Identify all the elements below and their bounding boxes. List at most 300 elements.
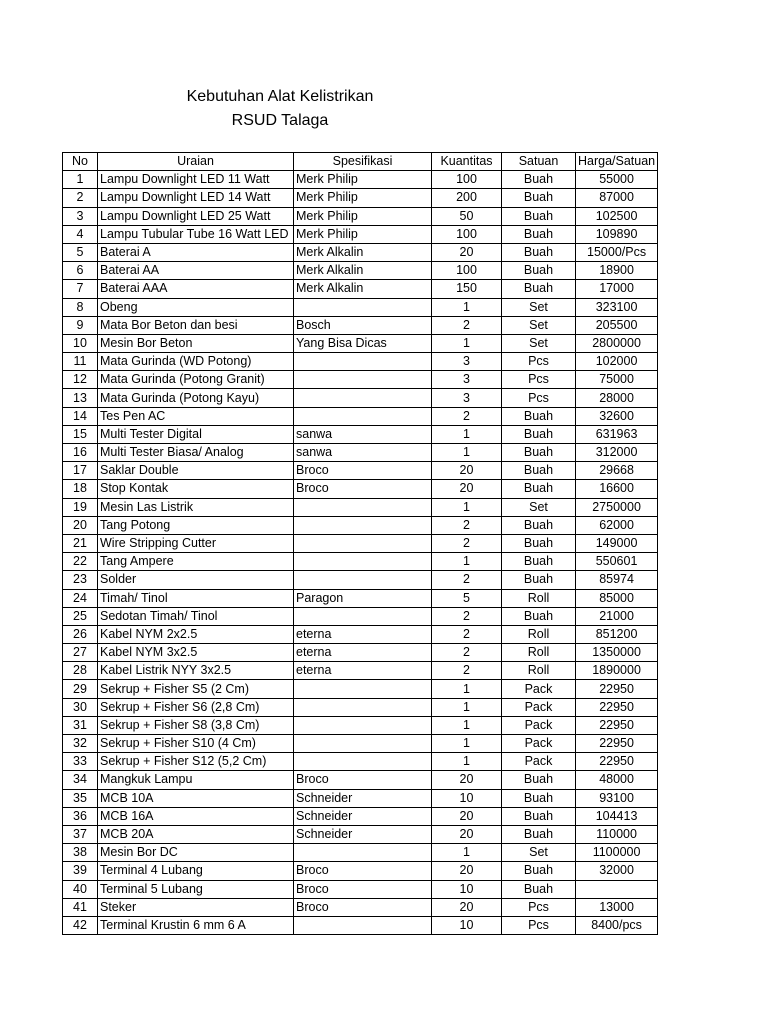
cell-satuan: Buah bbox=[502, 553, 576, 571]
cell-harga: 104413 bbox=[576, 807, 658, 825]
cell-kuantitas: 1 bbox=[432, 753, 502, 771]
cell-spesifikasi: Merk Philip bbox=[294, 189, 432, 207]
cell-kuantitas: 10 bbox=[432, 789, 502, 807]
cell-kuantitas: 1 bbox=[432, 334, 502, 352]
table-row bbox=[63, 553, 658, 571]
table-row bbox=[63, 480, 658, 498]
cell-uraian: Mesin Bor DC bbox=[98, 844, 294, 862]
table-row bbox=[63, 662, 658, 680]
cell-no: 1 bbox=[63, 171, 98, 189]
table-row bbox=[63, 825, 658, 843]
cell-satuan: Pack bbox=[502, 680, 576, 698]
cell-no: 39 bbox=[63, 862, 98, 880]
table-row bbox=[63, 389, 658, 407]
cell-uraian: Kabel Listrik NYY 3x2.5 bbox=[98, 662, 294, 680]
cell-uraian: Tang Potong bbox=[98, 516, 294, 534]
cell-uraian: Obeng bbox=[98, 298, 294, 316]
cell-harga: 205500 bbox=[576, 316, 658, 334]
cell-no: 40 bbox=[63, 880, 98, 898]
cell-satuan: Buah bbox=[502, 262, 576, 280]
table-row bbox=[63, 916, 658, 934]
cell-satuan: Buah bbox=[502, 171, 576, 189]
cell-spesifikasi: Merk Alkalin bbox=[294, 243, 432, 261]
cell-no: 12 bbox=[63, 371, 98, 389]
header-spesifikasi: Spesifikasi bbox=[294, 153, 432, 171]
cell-kuantitas: 2 bbox=[432, 534, 502, 552]
cell-kuantitas: 5 bbox=[432, 589, 502, 607]
cell-spesifikasi: Yang Bisa Dicas bbox=[294, 334, 432, 352]
cell-harga: 93100 bbox=[576, 789, 658, 807]
cell-harga: 29668 bbox=[576, 462, 658, 480]
table-row bbox=[63, 425, 658, 443]
cell-uraian: Terminal 5 Lubang bbox=[98, 880, 294, 898]
cell-no: 15 bbox=[63, 425, 98, 443]
cell-no: 27 bbox=[63, 644, 98, 662]
table-row bbox=[63, 589, 658, 607]
cell-kuantitas: 20 bbox=[432, 480, 502, 498]
cell-spesifikasi bbox=[294, 407, 432, 425]
cell-harga: 22950 bbox=[576, 698, 658, 716]
cell-harga bbox=[576, 880, 658, 898]
document-title: Kebutuhan Alat Kelistrikan bbox=[186, 88, 374, 105]
cell-harga: 323100 bbox=[576, 298, 658, 316]
cell-spesifikasi: sanwa bbox=[294, 444, 432, 462]
cell-satuan: Buah bbox=[502, 880, 576, 898]
cell-harga: 85000 bbox=[576, 589, 658, 607]
cell-uraian: Kabel NYM 2x2.5 bbox=[98, 625, 294, 643]
cell-kuantitas: 20 bbox=[432, 243, 502, 261]
cell-satuan: Pack bbox=[502, 735, 576, 753]
table-row bbox=[63, 353, 658, 371]
table-row bbox=[63, 607, 658, 625]
table-row bbox=[63, 189, 658, 207]
cell-no: 10 bbox=[63, 334, 98, 352]
cell-no: 26 bbox=[63, 625, 98, 643]
cell-harga: 18900 bbox=[576, 262, 658, 280]
cell-kuantitas: 2 bbox=[432, 644, 502, 662]
cell-no: 7 bbox=[63, 280, 98, 298]
cell-spesifikasi: Schneider bbox=[294, 825, 432, 843]
cell-kuantitas: 1 bbox=[432, 844, 502, 862]
cell-kuantitas: 20 bbox=[432, 825, 502, 843]
cell-kuantitas: 1 bbox=[432, 298, 502, 316]
cell-harga: 149000 bbox=[576, 534, 658, 552]
cell-kuantitas: 1 bbox=[432, 444, 502, 462]
cell-harga: 109890 bbox=[576, 225, 658, 243]
cell-no: 34 bbox=[63, 771, 98, 789]
cell-spesifikasi: Merk Alkalin bbox=[294, 280, 432, 298]
cell-uraian: MCB 10A bbox=[98, 789, 294, 807]
cell-harga: 22950 bbox=[576, 680, 658, 698]
cell-satuan: Buah bbox=[502, 462, 576, 480]
cell-uraian: Mesin Bor Beton bbox=[98, 334, 294, 352]
cell-satuan: Set bbox=[502, 334, 576, 352]
cell-kuantitas: 3 bbox=[432, 371, 502, 389]
cell-harga: 28000 bbox=[576, 389, 658, 407]
table-row bbox=[63, 171, 658, 189]
table-row bbox=[63, 316, 658, 334]
table-row bbox=[63, 844, 658, 862]
cell-harga: 32600 bbox=[576, 407, 658, 425]
cell-kuantitas: 150 bbox=[432, 280, 502, 298]
cell-spesifikasi: Broco bbox=[294, 880, 432, 898]
cell-uraian: MCB 16A bbox=[98, 807, 294, 825]
cell-kuantitas: 10 bbox=[432, 880, 502, 898]
cell-uraian: Tang Ampere bbox=[98, 553, 294, 571]
cell-kuantitas: 100 bbox=[432, 262, 502, 280]
cell-kuantitas: 2 bbox=[432, 571, 502, 589]
cell-kuantitas: 2 bbox=[432, 662, 502, 680]
cell-uraian: Wire Stripping Cutter bbox=[98, 534, 294, 552]
cell-uraian: Mata Gurinda (Potong Kayu) bbox=[98, 389, 294, 407]
cell-satuan: Pcs bbox=[502, 898, 576, 916]
cell-spesifikasi bbox=[294, 916, 432, 934]
table-row bbox=[63, 862, 658, 880]
cell-satuan: Set bbox=[502, 844, 576, 862]
cell-no: 42 bbox=[63, 916, 98, 934]
cell-harga: 1350000 bbox=[576, 644, 658, 662]
cell-uraian: Sekrup + Fisher S6 (2,8 Cm) bbox=[98, 698, 294, 716]
cell-no: 3 bbox=[63, 207, 98, 225]
cell-no: 32 bbox=[63, 735, 98, 753]
cell-satuan: Pcs bbox=[502, 916, 576, 934]
table-row bbox=[63, 225, 658, 243]
cell-harga: 550601 bbox=[576, 553, 658, 571]
cell-spesifikasi: Bosch bbox=[294, 316, 432, 334]
cell-no: 38 bbox=[63, 844, 98, 862]
cell-harga: 312000 bbox=[576, 444, 658, 462]
cell-no: 25 bbox=[63, 607, 98, 625]
cell-satuan: Roll bbox=[502, 589, 576, 607]
cell-spesifikasi: eterna bbox=[294, 625, 432, 643]
table-row bbox=[63, 298, 658, 316]
header-kuantitas: Kuantitas bbox=[432, 153, 502, 171]
cell-spesifikasi bbox=[294, 735, 432, 753]
cell-no: 8 bbox=[63, 298, 98, 316]
cell-satuan: Buah bbox=[502, 407, 576, 425]
cell-kuantitas: 3 bbox=[432, 389, 502, 407]
cell-harga: 851200 bbox=[576, 625, 658, 643]
cell-spesifikasi bbox=[294, 371, 432, 389]
cell-satuan: Pack bbox=[502, 698, 576, 716]
cell-uraian: Sekrup + Fisher S8 (3,8 Cm) bbox=[98, 716, 294, 734]
cell-no: 18 bbox=[63, 480, 98, 498]
cell-no: 24 bbox=[63, 589, 98, 607]
cell-no: 17 bbox=[63, 462, 98, 480]
cell-uraian: Baterai AA bbox=[98, 262, 294, 280]
table-row bbox=[63, 207, 658, 225]
cell-no: 29 bbox=[63, 680, 98, 698]
cell-harga: 22950 bbox=[576, 735, 658, 753]
cell-uraian: Multi Tester Digital bbox=[98, 425, 294, 443]
cell-kuantitas: 10 bbox=[432, 916, 502, 934]
cell-kuantitas: 1 bbox=[432, 735, 502, 753]
cell-satuan: Buah bbox=[502, 189, 576, 207]
cell-no: 11 bbox=[63, 353, 98, 371]
cell-uraian: Mata Gurinda (WD Potong) bbox=[98, 353, 294, 371]
cell-satuan: Pcs bbox=[502, 389, 576, 407]
cell-satuan: Set bbox=[502, 498, 576, 516]
cell-spesifikasi: Paragon bbox=[294, 589, 432, 607]
cell-kuantitas: 20 bbox=[432, 462, 502, 480]
cell-kuantitas: 100 bbox=[432, 225, 502, 243]
cell-spesifikasi: Broco bbox=[294, 862, 432, 880]
cell-satuan: Buah bbox=[502, 771, 576, 789]
cell-satuan: Buah bbox=[502, 280, 576, 298]
cell-satuan: Buah bbox=[502, 571, 576, 589]
cell-spesifikasi bbox=[294, 516, 432, 534]
cell-spesifikasi: Broco bbox=[294, 480, 432, 498]
cell-satuan: Set bbox=[502, 316, 576, 334]
document-subtitle: RSUD Talaga bbox=[231, 112, 329, 129]
cell-spesifikasi bbox=[294, 716, 432, 734]
cell-kuantitas: 2 bbox=[432, 316, 502, 334]
cell-spesifikasi bbox=[294, 553, 432, 571]
cell-no: 5 bbox=[63, 243, 98, 261]
cell-uraian: Terminal 4 Lubang bbox=[98, 862, 294, 880]
cell-uraian: Kabel NYM 3x2.5 bbox=[98, 644, 294, 662]
cell-harga: 75000 bbox=[576, 371, 658, 389]
cell-uraian: Sekrup + Fisher S10 (4 Cm) bbox=[98, 735, 294, 753]
table-row bbox=[63, 753, 658, 771]
cell-satuan: Buah bbox=[502, 480, 576, 498]
cell-uraian: Baterai AAA bbox=[98, 280, 294, 298]
cell-spesifikasi bbox=[294, 607, 432, 625]
cell-harga: 631963 bbox=[576, 425, 658, 443]
table-row bbox=[63, 280, 658, 298]
cell-spesifikasi bbox=[294, 353, 432, 371]
cell-kuantitas: 1 bbox=[432, 425, 502, 443]
cell-satuan: Roll bbox=[502, 644, 576, 662]
cell-spesifikasi bbox=[294, 571, 432, 589]
cell-spesifikasi: eterna bbox=[294, 662, 432, 680]
cell-no: 9 bbox=[63, 316, 98, 334]
cell-kuantitas: 2 bbox=[432, 607, 502, 625]
cell-harga: 17000 bbox=[576, 280, 658, 298]
table-row bbox=[63, 771, 658, 789]
cell-no: 16 bbox=[63, 444, 98, 462]
cell-kuantitas: 50 bbox=[432, 207, 502, 225]
cell-uraian: Terminal Krustin 6 mm 6 A bbox=[98, 916, 294, 934]
cell-uraian: Timah/ Tinol bbox=[98, 589, 294, 607]
table-row bbox=[63, 789, 658, 807]
cell-spesifikasi: Broco bbox=[294, 462, 432, 480]
table-row bbox=[63, 698, 658, 716]
cell-spesifikasi bbox=[294, 680, 432, 698]
cell-harga: 48000 bbox=[576, 771, 658, 789]
cell-uraian: Lampu Downlight LED 25 Watt bbox=[98, 207, 294, 225]
cell-spesifikasi: Schneider bbox=[294, 807, 432, 825]
cell-harga: 87000 bbox=[576, 189, 658, 207]
table-row bbox=[63, 571, 658, 589]
header-satuan: Satuan bbox=[502, 153, 576, 171]
cell-kuantitas: 20 bbox=[432, 898, 502, 916]
cell-spesifikasi: sanwa bbox=[294, 425, 432, 443]
header-harga: Harga/Satuan bbox=[576, 153, 658, 171]
table-row bbox=[63, 262, 658, 280]
cell-no: 41 bbox=[63, 898, 98, 916]
cell-spesifikasi: Merk Alkalin bbox=[294, 262, 432, 280]
cell-no: 19 bbox=[63, 498, 98, 516]
cell-harga: 102000 bbox=[576, 353, 658, 371]
cell-spesifikasi: Merk Philip bbox=[294, 225, 432, 243]
cell-satuan: Roll bbox=[502, 625, 576, 643]
cell-harga: 8400/pcs bbox=[576, 916, 658, 934]
table-row bbox=[63, 898, 658, 916]
cell-spesifikasi bbox=[294, 844, 432, 862]
cell-uraian: Baterai A bbox=[98, 243, 294, 261]
cell-uraian: MCB 20A bbox=[98, 825, 294, 843]
cell-kuantitas: 200 bbox=[432, 189, 502, 207]
cell-spesifikasi: Broco bbox=[294, 771, 432, 789]
cell-satuan: Buah bbox=[502, 607, 576, 625]
table-row bbox=[63, 716, 658, 734]
cell-uraian: Steker bbox=[98, 898, 294, 916]
cell-harga: 16600 bbox=[576, 480, 658, 498]
cell-kuantitas: 100 bbox=[432, 171, 502, 189]
table-row bbox=[63, 334, 658, 352]
cell-no: 31 bbox=[63, 716, 98, 734]
cell-satuan: Buah bbox=[502, 243, 576, 261]
cell-no: 23 bbox=[63, 571, 98, 589]
cell-satuan: Pack bbox=[502, 716, 576, 734]
cell-uraian: Mata Bor Beton dan besi bbox=[98, 316, 294, 334]
cell-harga: 15000/Pcs bbox=[576, 243, 658, 261]
cell-satuan: Buah bbox=[502, 807, 576, 825]
cell-no: 36 bbox=[63, 807, 98, 825]
cell-satuan: Set bbox=[502, 298, 576, 316]
cell-harga: 62000 bbox=[576, 516, 658, 534]
table-row bbox=[63, 243, 658, 261]
cell-uraian: Solder bbox=[98, 571, 294, 589]
cell-uraian: Stop Kontak bbox=[98, 480, 294, 498]
cell-spesifikasi bbox=[294, 753, 432, 771]
cell-satuan: Buah bbox=[502, 425, 576, 443]
cell-uraian: Lampu Downlight LED 14 Watt bbox=[98, 189, 294, 207]
cell-uraian: Sekrup + Fisher S12 (5,2 Cm) bbox=[98, 753, 294, 771]
cell-uraian: Multi Tester Biasa/ Analog bbox=[98, 444, 294, 462]
table-row bbox=[63, 534, 658, 552]
cell-harga: 22950 bbox=[576, 753, 658, 771]
cell-kuantitas: 1 bbox=[432, 716, 502, 734]
cell-harga: 1890000 bbox=[576, 662, 658, 680]
cell-harga: 21000 bbox=[576, 607, 658, 625]
cell-no: 21 bbox=[63, 534, 98, 552]
table-row bbox=[63, 807, 658, 825]
table-row bbox=[63, 880, 658, 898]
cell-satuan: Buah bbox=[502, 225, 576, 243]
cell-uraian: Mangkuk Lampu bbox=[98, 771, 294, 789]
cell-no: 14 bbox=[63, 407, 98, 425]
cell-no: 37 bbox=[63, 825, 98, 843]
table-row bbox=[63, 371, 658, 389]
table-row bbox=[63, 625, 658, 643]
cell-no: 22 bbox=[63, 553, 98, 571]
cell-kuantitas: 1 bbox=[432, 680, 502, 698]
table-row bbox=[63, 498, 658, 516]
cell-no: 30 bbox=[63, 698, 98, 716]
table-row bbox=[63, 444, 658, 462]
cell-harga: 13000 bbox=[576, 898, 658, 916]
cell-kuantitas: 1 bbox=[432, 498, 502, 516]
cell-harga: 2750000 bbox=[576, 498, 658, 516]
cell-no: 33 bbox=[63, 753, 98, 771]
equipment-table bbox=[62, 152, 658, 935]
cell-kuantitas: 2 bbox=[432, 625, 502, 643]
cell-satuan: Buah bbox=[502, 789, 576, 807]
cell-uraian: Sedotan Timah/ Tinol bbox=[98, 607, 294, 625]
cell-harga: 110000 bbox=[576, 825, 658, 843]
table-row bbox=[63, 644, 658, 662]
table-row bbox=[63, 407, 658, 425]
cell-satuan: Pack bbox=[502, 753, 576, 771]
cell-uraian: Mesin Las Listrik bbox=[98, 498, 294, 516]
cell-harga: 102500 bbox=[576, 207, 658, 225]
cell-satuan: Buah bbox=[502, 534, 576, 552]
cell-satuan: Buah bbox=[502, 516, 576, 534]
cell-harga: 32000 bbox=[576, 862, 658, 880]
cell-kuantitas: 20 bbox=[432, 862, 502, 880]
cell-uraian: Lampu Downlight LED 11 Watt bbox=[98, 171, 294, 189]
cell-uraian: Sekrup + Fisher S5 (2 Cm) bbox=[98, 680, 294, 698]
cell-satuan: Pcs bbox=[502, 371, 576, 389]
cell-kuantitas: 2 bbox=[432, 516, 502, 534]
header-uraian: Uraian bbox=[98, 153, 294, 171]
cell-kuantitas: 2 bbox=[432, 407, 502, 425]
cell-kuantitas: 1 bbox=[432, 553, 502, 571]
cell-harga: 22950 bbox=[576, 716, 658, 734]
table-row bbox=[63, 735, 658, 753]
cell-uraian: Saklar Double bbox=[98, 462, 294, 480]
cell-kuantitas: 20 bbox=[432, 807, 502, 825]
header-no: No bbox=[63, 153, 98, 171]
cell-no: 35 bbox=[63, 789, 98, 807]
cell-satuan: Buah bbox=[502, 444, 576, 462]
cell-satuan: Buah bbox=[502, 862, 576, 880]
cell-spesifikasi: Merk Philip bbox=[294, 207, 432, 225]
table-header-row bbox=[63, 153, 658, 171]
cell-no: 20 bbox=[63, 516, 98, 534]
table-row bbox=[63, 462, 658, 480]
cell-no: 4 bbox=[63, 225, 98, 243]
cell-satuan: Buah bbox=[502, 207, 576, 225]
cell-uraian: Mata Gurinda (Potong Granit) bbox=[98, 371, 294, 389]
cell-no: 13 bbox=[63, 389, 98, 407]
cell-satuan: Roll bbox=[502, 662, 576, 680]
table-row bbox=[63, 516, 658, 534]
cell-harga: 55000 bbox=[576, 171, 658, 189]
cell-spesifikasi bbox=[294, 498, 432, 516]
cell-satuan: Buah bbox=[502, 825, 576, 843]
cell-no: 2 bbox=[63, 189, 98, 207]
cell-spesifikasi bbox=[294, 534, 432, 552]
cell-spesifikasi: Broco bbox=[294, 898, 432, 916]
cell-spesifikasi bbox=[294, 698, 432, 716]
table-row bbox=[63, 680, 658, 698]
cell-spesifikasi bbox=[294, 389, 432, 407]
cell-spesifikasi: eterna bbox=[294, 644, 432, 662]
cell-uraian: Lampu Tubular Tube 16 Watt LED bbox=[98, 225, 294, 243]
cell-satuan: Pcs bbox=[502, 353, 576, 371]
cell-no: 6 bbox=[63, 262, 98, 280]
cell-kuantitas: 1 bbox=[432, 698, 502, 716]
cell-spesifikasi: Schneider bbox=[294, 789, 432, 807]
cell-kuantitas: 3 bbox=[432, 353, 502, 371]
cell-spesifikasi: Merk Philip bbox=[294, 171, 432, 189]
cell-kuantitas: 20 bbox=[432, 771, 502, 789]
cell-spesifikasi bbox=[294, 298, 432, 316]
cell-harga: 1100000 bbox=[576, 844, 658, 862]
